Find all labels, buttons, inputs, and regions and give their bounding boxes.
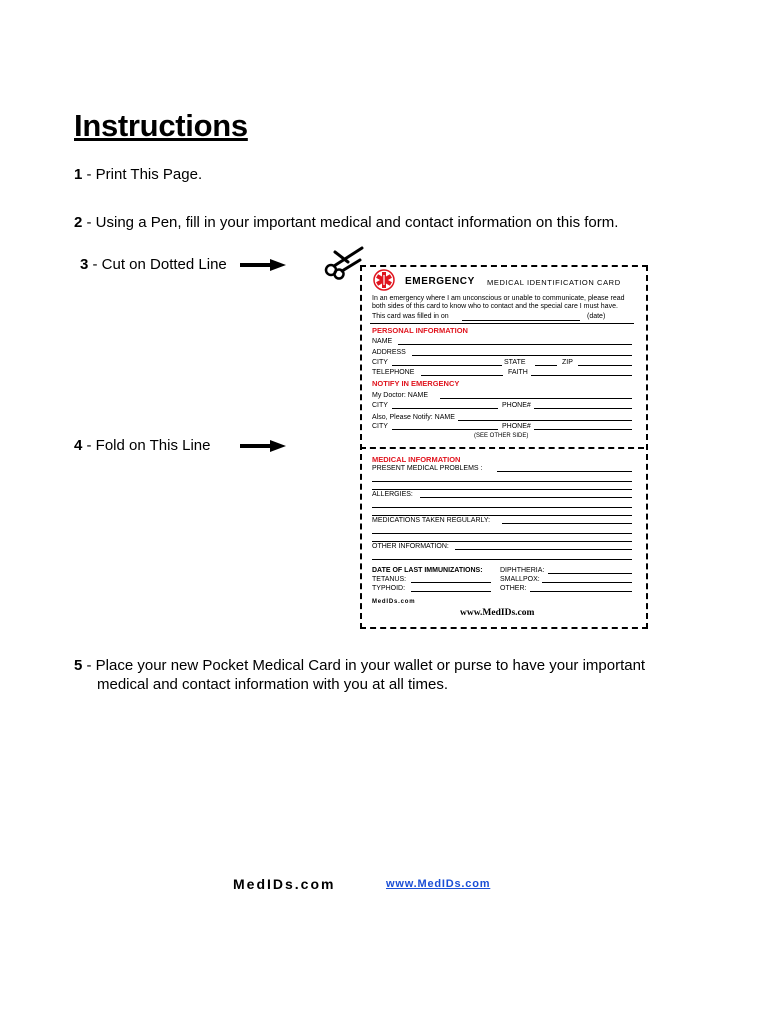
step-3: 3 - Cut on Dotted Line xyxy=(80,256,227,273)
other-info-field-2[interactable] xyxy=(372,559,632,560)
medications-label: MEDICATIONS TAKEN REGULARLY: xyxy=(372,517,491,524)
state-label: STATE xyxy=(504,359,526,366)
step-5: 5 - Place your new Pocket Medical Card in your wallet or purse to have your important xyxy=(74,657,646,674)
step-1: 1 - Print This Page. xyxy=(74,166,203,183)
diphtheria-label: DIPHTHERIA: xyxy=(500,567,545,574)
allergies-field-1[interactable] xyxy=(420,497,632,498)
diphtheria-field[interactable] xyxy=(548,573,632,574)
typhoid-field[interactable] xyxy=(411,591,491,592)
medical-info-heading: MEDICAL INFORMATION xyxy=(372,455,461,464)
address-field[interactable] xyxy=(412,355,632,356)
card-website: www.MedIDs.com xyxy=(460,608,535,618)
problems-field-3[interactable] xyxy=(372,489,632,490)
doctor-city-field[interactable] xyxy=(392,408,498,409)
telephone-label: TELEPHONE xyxy=(372,369,415,376)
tetanus-field[interactable] xyxy=(411,582,491,583)
present-problems-label: PRESENT MEDICAL PROBLEMS : xyxy=(372,465,483,472)
doctor-city-label: CITY xyxy=(372,402,388,409)
divider xyxy=(370,323,634,324)
personal-info-heading: PERSONAL INFORMATION xyxy=(372,326,468,335)
contact-phone-field[interactable] xyxy=(534,429,632,430)
date-field[interactable] xyxy=(462,320,580,321)
card-brand-small: MedIDs.com xyxy=(372,599,416,605)
step-2: 2 - Using a Pen, fill in your important medical and contact information on this form. xyxy=(74,214,619,231)
card-intro-2: both sides of this card to know who to contact and the special care I must have. xyxy=(372,303,618,310)
card-header-subtitle: MEDICAL IDENTIFICATION CARD xyxy=(487,278,621,287)
city-label: CITY xyxy=(372,359,388,366)
contact-city-label: CITY xyxy=(372,423,388,430)
other-immunization-label: OTHER: xyxy=(500,585,527,592)
other-immunization-field[interactable] xyxy=(530,591,632,592)
doctor-label: My Doctor: NAME xyxy=(372,392,429,399)
footer-website-link[interactable]: www.MedIDs.com xyxy=(386,878,491,890)
page-title: Instructions xyxy=(74,108,248,143)
faith-field[interactable] xyxy=(531,375,632,376)
faith-label: FAITH xyxy=(508,369,528,376)
doctor-phone-field[interactable] xyxy=(534,408,632,409)
card-intro-1: In an emergency where I am unconscious or unable to communicate, please read xyxy=(372,295,625,302)
problems-field-1[interactable] xyxy=(497,471,632,472)
allergies-field-3[interactable] xyxy=(372,515,632,516)
medications-field-1[interactable] xyxy=(502,523,632,524)
problems-field-2[interactable] xyxy=(372,481,632,482)
name-label: NAME xyxy=(372,338,393,345)
medications-field-2[interactable] xyxy=(372,533,632,534)
allergies-field-2[interactable] xyxy=(372,507,632,508)
city-field[interactable] xyxy=(392,365,502,366)
fold-line xyxy=(360,447,644,449)
medical-star-icon xyxy=(373,269,395,291)
zip-field[interactable] xyxy=(578,365,632,366)
see-other-side: (SEE OTHER SIDE) xyxy=(474,433,529,439)
footer-brand: MedIDs.com xyxy=(233,876,336,892)
filled-in-label: This card was filled in on xyxy=(372,313,449,320)
telephone-field[interactable] xyxy=(421,375,503,376)
step-4: 4 - Fold on This Line xyxy=(74,437,211,454)
doctor-phone-label: PHONE# xyxy=(502,402,531,409)
doctor-name-field[interactable] xyxy=(440,398,632,399)
zip-label: ZIP xyxy=(562,359,573,366)
date-label: (date) xyxy=(587,313,606,320)
immunizations-heading: DATE OF LAST IMMUNIZATIONS: xyxy=(372,567,483,574)
also-notify-label: Also, Please Notify: NAME xyxy=(372,414,455,421)
notify-heading: NOTIFY IN EMERGENCY xyxy=(372,379,460,388)
smallpox-field[interactable] xyxy=(542,582,632,583)
allergies-label: ALLERGIES: xyxy=(372,491,413,498)
tetanus-label: TETANUS: xyxy=(372,576,407,583)
contact-city-field[interactable] xyxy=(392,429,498,430)
name-field[interactable] xyxy=(398,344,632,345)
medications-field-3[interactable] xyxy=(372,541,632,542)
contact-name-field[interactable] xyxy=(458,420,632,421)
contact-phone-label: PHONE# xyxy=(502,423,531,430)
other-info-label: OTHER INFORMATION: xyxy=(372,543,449,550)
typhoid-label: TYPHOID: xyxy=(372,585,406,592)
state-field[interactable] xyxy=(535,365,557,366)
smallpox-label: SMALLPOX: xyxy=(500,576,540,583)
address-label: ADDRESS xyxy=(372,349,406,356)
step-5-continued: medical and contact information with you at all times. xyxy=(97,676,448,693)
card-emergency-title: EMERGENCY xyxy=(405,276,475,287)
other-info-field-1[interactable] xyxy=(455,549,632,550)
